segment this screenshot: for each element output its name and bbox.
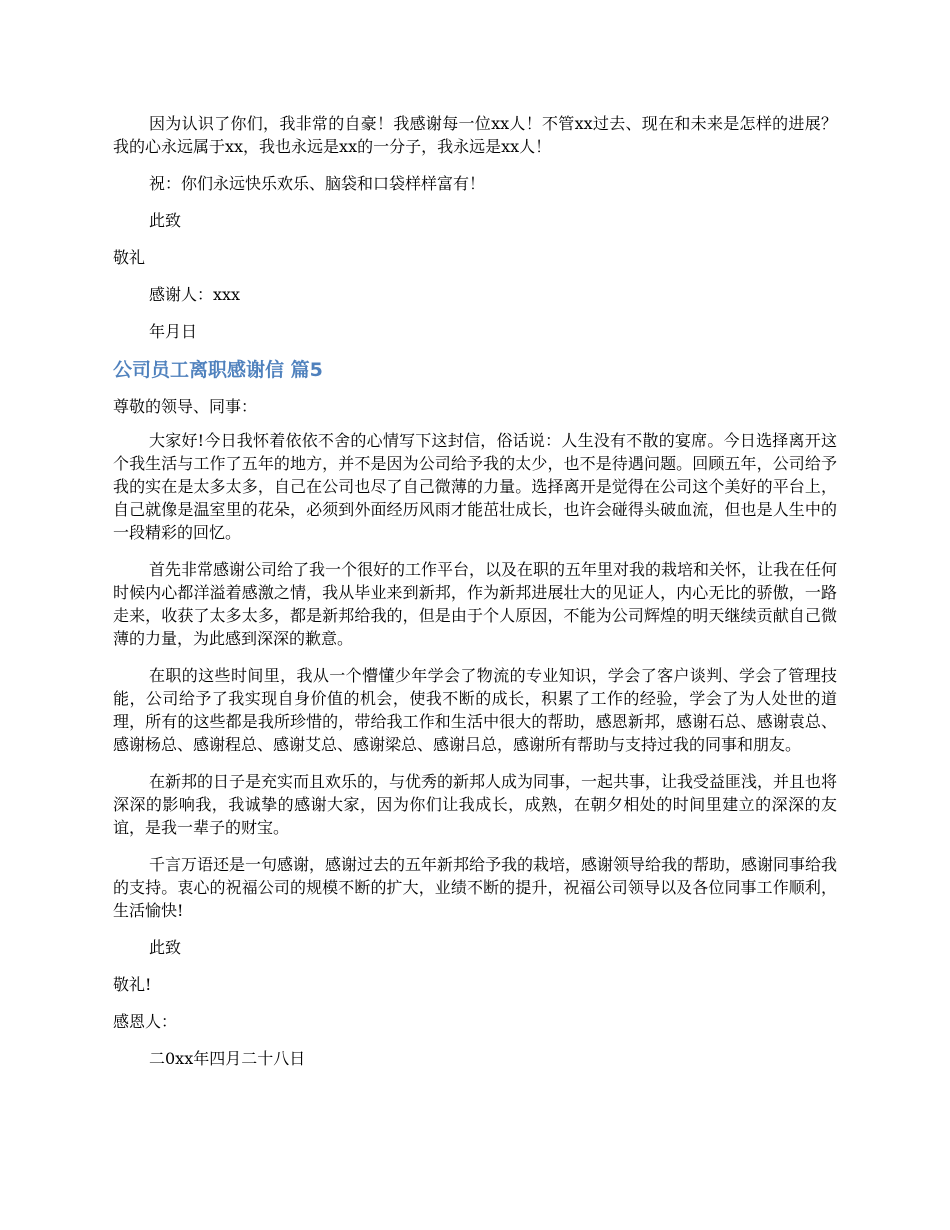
section-heading: 公司员工离职感谢信 篇5 [113,359,323,381]
date-line: 年月日 [149,322,198,341]
document-page [113,112,837,1084]
body-paragraph: 大家好!今日我怀着依依不舍的心情写下这封信，俗话说：人生没有不散的宴席。今日选择离开这个我生活与工作了五年的地方，并不是因为公司给予我的太少，也不是待遇问题。回顾五年，公司给予我的实在是太多太多，自己在公司也尽了自己微薄的力量。选择离开是觉得在公司这个美好的平台上，自己就像是温室里的花朵，必须到外面经历风雨才能茁壮成长，也许会碰得头破血流，但也是人生中的一段精彩的回忆。 [113,431,837,542]
body-paragraph: 千言万语还是一句感谢，感谢过去的五年新邦给予我的栽培，感谢领导给我的帮助，感谢同事给我的支持。衷心的祝福公司的规模不断的扩大，业绩不断的提升，祝福公司领导以及各位同事工作顺利，生活愉快! [113,855,838,920]
salute-line: 敬礼 [113,248,146,267]
date-line: 二0xx年四月二十八日 [149,1049,306,1068]
signer-line: 感谢人：xxx [149,285,241,304]
signer-line: 感恩人： [113,1012,178,1031]
body-paragraph: 因为认识了你们，我非常的自豪！我感谢每一位xx人！不管xx过去、现在和未来是怎样的进展？我的心永远属于xx，我也永远是xx的一分子，我永远是xx人！ [113,114,837,156]
closing-line: 此致 [149,938,182,957]
body-paragraph: 首先非常感谢公司给了我一个很好的工作平台，以及在职的五年里对我的栽培和关怀，让我在任何时候内心都洋溢着感激之情，我从毕业来到新邦，作为新邦进展壮大的见证人，内心无比的骄傲，一路走来，收获了太多太多，都是新邦给我的，但是由于个人原因，不能为公司辉煌的明天继续贡献自己微薄的力量，为此感到深深的歉意。 [113,560,838,648]
salutation: 尊敬的领导、同事： [113,397,258,416]
blessing-line: 祝：你们永远快乐欢乐、脑袋和口袋样样富有！ [149,174,486,193]
salute-line: 敬礼! [113,975,152,994]
body-paragraph: 在职的这些时间里，我从一个懵懂少年学会了物流的专业知识，学会了客户谈判、学会了管理技能，公司给予了我实现自身价值的机会，使我不断的成长，积累了工作的经验，学会了为人处世的道理，所有的这些都是我所珍惜的，带给我工作和生活中很大的帮助，感恩新邦，感谢石总、感谢袁总、感谢杨总、感谢程总、感谢艾总、感谢梁总、感谢吕总，感谢所有帮助与支持过我的同事和朋友。 [113,666,837,754]
closing-line: 此致 [149,211,182,230]
body-paragraph: 在新邦的日子是充实而且欢乐的，与优秀的新邦人成为同事，一起共事，让我受益匪浅，并且也将深深的影响我，我诚挚的感谢大家，因为你们让我成长，成熟，在朝夕相处的时间里建立的深深的友谊，是我一辈子的财宝。 [113,772,838,837]
